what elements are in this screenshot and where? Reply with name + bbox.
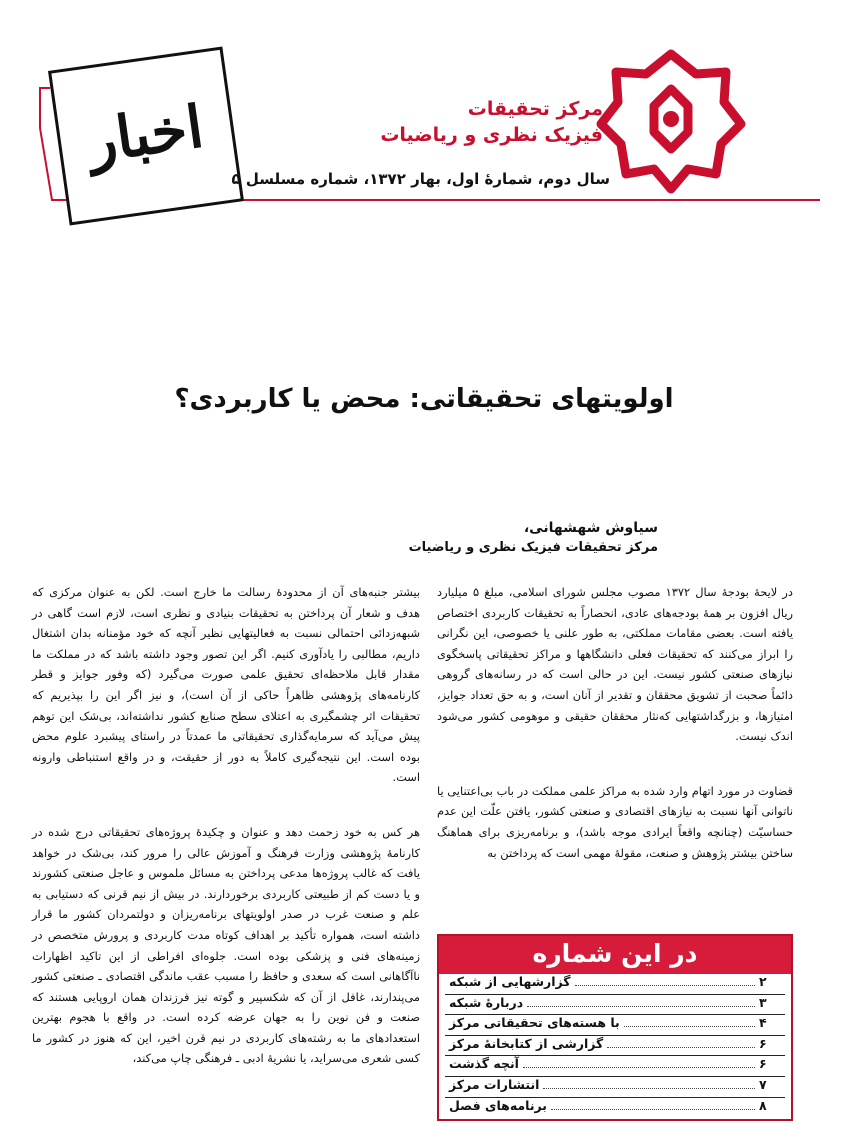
toc-item-page: ۲ [759,974,767,989]
toc-item-title: دربارۀ شبکه [449,994,524,1010]
paragraph: در لایحۀ بودجۀ سال ۱۳۷۲ مصوب مجلس شورای اسلامی، مبلغ ۵ میلیارد ریال افزون بر همۀ بودجه‌های عادی، انحصاراً به تحقیقات کاربردی اختصاص یافته است. بعضی مقامات مملکتی، به طور علنی یا خصوصی، این نگرانی را ابراز می‌کنند که تحقیقات فعلی دانشگاهها و مراکز تحقیقاتی پاسخگوی نیازهای صنعتی کشور نیست. این در حالی است که در رسانه‌های گروهی دائماً صحبت از تشویق محققان و تقدیر از آنان است، و به حق تعداد جوایز، امتیازها، و بزرگداشتهایی که‌نثار محققان حقیقی و موهومی کشور می‌شود اندک نیست. [437,585,794,744]
issue-info: سال دوم، شمارۀ اول، بهار ۱۳۷۲، شماره مسلسل ۵ [231,170,610,188]
logotype-text: اخبار [83,92,208,176]
toc-item[interactable] [445,1015,785,1036]
organization-name [343,96,603,148]
toc-item-page: ۸ [759,1097,767,1113]
toc-item-page: ۷ [759,1076,767,1092]
toc-item-title: با هسته‌های تحقیقاتی مرکز [449,1015,620,1031]
toc-item-page: ۳ [759,994,767,1010]
toc-item-title: گزارشی از کتابخانۀ مرکز [449,1035,604,1051]
toc-item[interactable] [445,1077,785,1098]
paragraph: هر کس به خود زحمت دهد و عنوان و چکیدۀ پروژه‌های تحقیقاتی درج شده در کارنامۀ پژوهشی وزارت فرهنگ و آموزش عالی را مرور کند، بی‌شک در خواهد یافت که غالب پروژه‌ها مدعی پرداختن به مسائل ملموس و عاجل صنعتی کشورند و یا دست کم از طبیعتی کاربردی برخوردارند. در بیش از نیم قرنی که دستیابی به علم و صنعت غرب در صدر اولویتهای برنامه‌ریزان و دولتمردان کشور ما قرار داشته است، همواره تأکید بر اهداف کوتاه مدت کاربردی و پرورش متخصص در زمینه‌های فنی و پزشکی بوده است. جلوه‌ای افراطی از این تاکید اظهارات ناآگاهانی است که سعدی و حافظ را مسبب عقب ماندگی اقتصادی ـ صنعتی کشور می‌پندارند، غافل از آن که شکسپیر و گوته نیز فرزندان همان اروپایی هستند که صنعت و فن نوین را به جهان عرضه کرده است. در واقع با هجوم بهترین استعدادهای ما به رشته‌های کاربردی در نیم قرن اخیر، این که هنوز در کشور ما کسی شعری می‌سراید، یا نشریۀ ادبی ـ فرهنگی چاپ می‌کند، [32,824,420,1066]
toc-item-page: ۶ [759,1056,767,1072]
toc-item-title: آنچه گذشت [449,1056,519,1072]
toc-item-page: ۴ [759,1015,767,1031]
toc-item-page: ۶ [759,1035,767,1051]
toc-leader [523,1067,755,1068]
toc-item-title: انتشارات مرکز [449,1076,540,1092]
toc-item[interactable] [445,1056,785,1077]
author-block [258,518,658,558]
toc-leader [543,1088,755,1089]
organization-line-2: فیزیک نظری و ریاضیات [380,124,603,146]
toc-leader [624,1026,755,1027]
toc-heading: در این شماره [439,936,791,974]
logotype-box [48,47,244,226]
article-column-right [437,582,793,897]
toc-item[interactable] [445,1036,785,1057]
toc-item[interactable] [445,995,785,1016]
toc-leader [575,985,755,986]
article-column-left [32,582,420,1103]
toc-leader [607,1047,755,1048]
toc-item-title: گزارشهایی از شبکه [449,974,571,989]
toc-leader [527,1006,755,1007]
table-of-contents [437,934,793,1121]
organization-line-1: مرکز تحقیقات [467,98,603,120]
article-title: اولویتهای تحقیقاتی: محض یا کاربردی؟ [174,384,674,414]
paragraph: قضاوت در مورد اتهام وارد شده به مراکز علمی مملکت در باب بی‌اعتنایی یا ناتوانی آنها نسبت به نیازهای اقتصادی و صنعتی کشور، یافتن علّت این عدم حساسیّت (چنانچه واقعاً ایرادی موجه باشد)، و برنامه‌ریزی برای هماهنگ ساختن بیشتر پژوهش و صنعت، مقولۀ مهمی است که پرداختن به [437,783,793,860]
toc-item[interactable] [445,974,785,995]
author-name: سیاوش شهشهانی، [523,520,658,536]
toc-list [439,974,791,1119]
paragraph: بیشتر جنبه‌های آن از محدودۀ رسالت ما خارج است. لکن به عنوان مرکزی که هدف و شعار آن پرداختن به تحقیقات بنیادی و نظری است، لازم است گاهی در شبهه‌زدائی احتمالی نسبت به فعالیتهایی نظیر آنچه که خود مؤمنانه بدان اشتغال داریم، مطالبی را یادآوری کنیم. اگر این تصور وجود داشته باشد که در مملکت ما مقدار قابل ملاحظه‌ای تحقیق علمی صورت می‌گیرد (که وفور جوایز و قطر کارنامه‌های پژوهشی ظاهراً حاکی از آن است)، و نیز اگر این را بپذیریم که تحقیقات اثر چشمگیری به اعتلای سطح صنایع کشور نداشته‌اند، بی‌شک این توهم پیش می‌آید که سرمایه‌گذاری تحقیقاتی ما عمدتاً در راستای پیشبرد علوم محض بوده است. این نتیجه‌گیری کاملاً به دور از حقیقت، و در واقع استنباطی وارونه است. [32,585,420,785]
toc-item-title: برنامه‌های فصل [449,1097,548,1113]
toc-item[interactable] [445,1098,785,1118]
author-affiliation: مرکز تحقیقات فیزیک نظری و ریاضیات [408,540,658,555]
toc-leader [551,1109,755,1110]
institute-emblem [596,44,746,194]
